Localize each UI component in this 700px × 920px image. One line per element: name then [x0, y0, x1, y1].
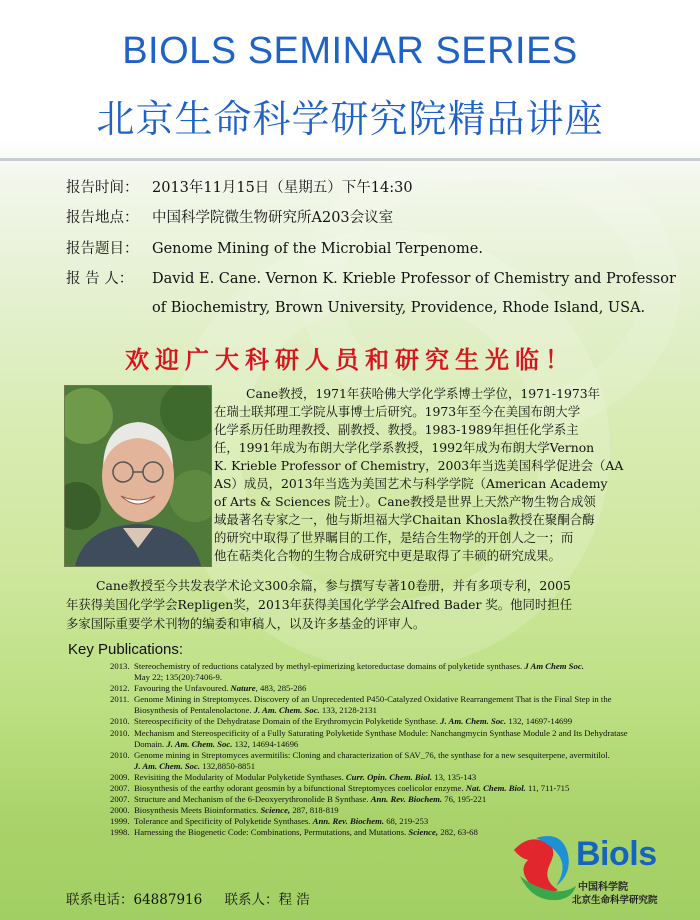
bio-line-3: 化学系历任助理教授、副教授、教授。1983-1989年担任化学系主 — [214, 422, 579, 437]
info-topic — [66, 239, 483, 259]
bio-line-9: 的研究中取得了世界瞩目的工作，是结合生物学的开创人之一；而 — [214, 530, 574, 545]
publication-item: 2000. Biosynthesis Meets Bioinformatics. Science, 287, 818-819 — [110, 805, 339, 816]
title-english: BIOLS SEMINAR SERIES — [122, 30, 578, 72]
bio-line-12: 年获得美国化学学会Repligen奖，2013年获得美国化学学会Alfred Bader 奖。他同时担任 — [66, 597, 573, 612]
publications-title: Key Publications: — [68, 641, 184, 658]
publication-item: 2011. Genome Mining in Streptomyces. Discovery of an Unprecedented P450-Catalyzed Oxidative Rearrangement That is the Final Step in the Biosynthesis of Pentalenolactone. J. Am. Chem. Soc. 133, 2128-2131 — [110, 694, 612, 716]
logo-wordmark: Biols — [576, 835, 657, 873]
logo-cn-line-1: 中国科学院 — [578, 882, 628, 893]
contact-footer — [66, 888, 328, 908]
info-place — [66, 208, 393, 228]
time-value: 2013年11月15日（星期五）下午14:30 — [152, 180, 413, 196]
contact-person: 联系人：程 浩 — [224, 892, 310, 908]
info-speaker — [66, 269, 676, 289]
publication-item: 2010. Genome mining in Streptomyces avermitilis: Cloning and characterization of SAV_76, the synthase for a new sesquiterpene, avermitilol. J. Am. Chem. Soc. 132,8850-8851 — [110, 749, 610, 771]
publication-item: 2012. Favouring the Unfavoured. Nature, 483, 285-286 — [110, 683, 307, 694]
speaker-label: 报 告 人： — [66, 271, 134, 287]
contact-phone: 联系电话：64887916 — [66, 892, 203, 908]
time-label: 报告时间： — [66, 180, 139, 196]
publication-item: 2013. Stereochemistry of reductions catalyzed by methyl-epimerizing ketoreductase domains of polyketide synthases. J Am Chem Soc. May 22; 135(20):7406-9. — [110, 661, 584, 683]
topic-value: Genome Mining of the Microbial Terpenome. — [152, 241, 483, 257]
bio-line-11: Cane教授至今共发表学术论文300余篇，参与撰写专著10卷册，并有多项专利，2005 — [96, 578, 571, 593]
title-chinese: 北京生命科学研究院精品讲座 — [96, 97, 604, 141]
place-value: 中国科学院微生物研究所A203会议室 — [152, 210, 394, 226]
speaker-line-1: David E. Cane. Vernon K. Krieble Professor of Chemistry and Professor — [152, 271, 676, 287]
bio-line-5: K. Krieble Professor of Chemistry，2003年当选美国科学促进会（AA — [214, 458, 624, 473]
speaker-line-2: of Biochemistry, Brown University, Providence, Rhode Island, USA. — [152, 300, 646, 316]
bio-line-7: of Arts & Sciences 院士）。Cane教授是世界上天然产物生物合成领 — [214, 494, 596, 509]
publication-item: 2007. Structure and Mechanism of the 6-Deoxyerythronolide B Synthase. Ann. Rev. Biochem. 76, 195-221 — [110, 794, 487, 805]
header-divider — [0, 158, 700, 161]
logo-cn-line-2: 北京生命科学研究院 — [572, 895, 658, 906]
info-speaker-cont — [66, 298, 645, 318]
bio-line-13: 多家国际重要学术刊物的编委和审稿人，以及许多基金的评审人。 — [66, 616, 426, 631]
bio-line-10: 他在萜类化合物的生物合成研究中更是取得了丰硕的研究成果。 — [214, 548, 561, 563]
publication-item: 1999. Tolerance and Specificity of Polyketide Synthases. Ann. Rev. Biochem. 68, 219-253 — [110, 816, 429, 827]
publication-item: 2009. Revisiting the Modularity of Modular Polyketide Synthases. Curr. Opin. Chem. Biol. 13, 135-143 — [110, 771, 477, 782]
bio-line-2: 在瑞士联邦理工学院从事博士后研究。1973年至今在美国布朗大学 — [214, 404, 581, 419]
publication-item: 2010. Mechanism and Stereospecificity of a Fully Saturating Polyketide Synthase Module: Nanchangmycin Synthase Module 2 and Its Dehydratase Domain. J. Am. Chem. Soc. 132, 14694-14696 — [110, 727, 628, 749]
topic-label: 报告题目： — [66, 241, 139, 257]
place-label: 报告地点： — [66, 210, 139, 226]
publications-list — [110, 661, 690, 839]
publication-item: 1998. Harnessing the Biogenetic Code: Combinations, Permutations, and Mutations. Science, 282, 63-68 — [110, 827, 478, 838]
publication-item: 2010. Stereospecificity of the Dehydratase Domain of the Erythromycin Polyketide Synthase. J. Am. Chem. Soc. 132, 14697-14699 — [110, 716, 573, 727]
publication-item: 2007. Biosynthesis of the earthy odorant geosmin by a bifunctional Streptomyces coelicolor enzyme. Nat. Chem. Biol. 11, 711-715 — [110, 783, 570, 794]
info-time — [66, 178, 413, 198]
speaker-photo — [64, 385, 212, 567]
bio-line-4: 任，1991年成为布朗大学化学系教授，1992年成为布朗大学Vernon — [214, 440, 595, 455]
bio-line-6: AS）成员，2013年当选为美国艺术与科学学院（American Academy — [214, 476, 608, 491]
bio-line-1: Cane教授，1971年获哈佛大学化学系博士学位，1971-1973年 — [246, 386, 600, 401]
bio-line-8: 域最著名专家之一，他与斯坦福大学Chaitan Khosla教授在聚酮合酶 — [214, 512, 595, 527]
welcome-banner: 欢迎广大科研人员和研究生光临！ — [125, 346, 575, 374]
